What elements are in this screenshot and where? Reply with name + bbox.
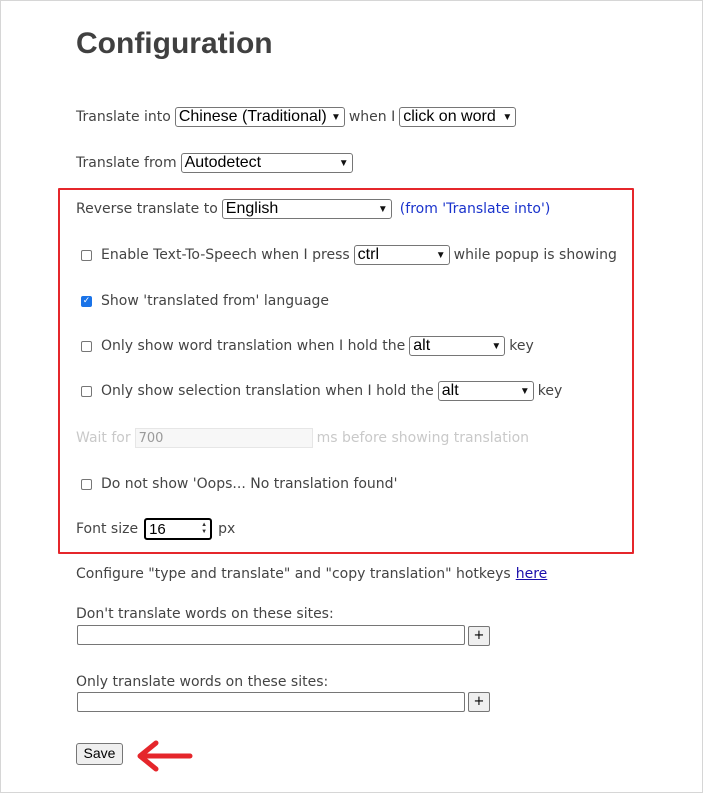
- oops-checkbox[interactable]: [81, 479, 92, 490]
- dont-translate-input[interactable]: [77, 625, 465, 645]
- selection-hold-row: [76, 379, 562, 403]
- font-size-row: [76, 517, 235, 541]
- reverse-translate-select[interactable]: [222, 199, 392, 219]
- dont-translate-add-button[interactable]: +: [468, 626, 490, 646]
- chevron-down-icon: ▼: [519, 385, 530, 397]
- dont-translate-label: Don't translate words on these sites:: [76, 606, 334, 622]
- selection-hold-label: Only show selection translation when I hold the: [101, 383, 434, 399]
- oops-label: Do not show 'Oops... No translation found': [101, 476, 398, 492]
- translate-from-row: [76, 151, 357, 175]
- oops-row: [76, 472, 397, 496]
- translate-into-value: Chinese (Traditional): [178, 108, 327, 125]
- translate-from-value: Autodetect: [184, 154, 262, 171]
- selection-hold-key-select[interactable]: [438, 381, 534, 401]
- when-i-label: when I: [348, 109, 396, 125]
- tts-key-select[interactable]: [354, 245, 450, 265]
- spinner-icon[interactable]: ▲ ▼: [201, 522, 208, 535]
- translate-from-select[interactable]: [181, 153, 353, 173]
- chevron-down-icon: ▼: [330, 111, 341, 123]
- translate-into-label: Translate into: [76, 109, 171, 125]
- reverse-translate-note: (from 'Translate into'): [399, 201, 551, 217]
- word-hold-key-value: alt: [413, 337, 431, 354]
- chevron-down-icon: ▼: [491, 340, 502, 352]
- font-size-value: 16: [149, 520, 166, 538]
- wait-row: [76, 426, 529, 450]
- only-translate-input[interactable]: [77, 692, 465, 712]
- reverse-translate-label: Reverse translate to: [76, 201, 218, 217]
- only-translate-label: Only translate words on these sites:: [76, 674, 329, 690]
- selection-hold-key-value: alt: [441, 382, 459, 399]
- wait-label: Wait for: [76, 430, 131, 446]
- only-translate-add-button[interactable]: +: [468, 692, 490, 712]
- show-from-row: [76, 289, 329, 313]
- reverse-translate-value: English: [225, 200, 279, 217]
- chevron-down-icon: ▼: [377, 203, 388, 215]
- tts-row: [76, 243, 617, 267]
- chevron-down-icon: ▼: [502, 111, 513, 123]
- show-from-label: Show 'translated from' language: [101, 293, 330, 309]
- word-hold-key-select[interactable]: [409, 336, 505, 356]
- only-translate-label-row: [76, 672, 328, 692]
- tts-key-value: ctrl: [357, 246, 379, 263]
- chevron-down-icon: ▼: [338, 157, 349, 169]
- wait-suffix: ms before showing translation: [316, 430, 530, 446]
- show-from-checkbox[interactable]: ✓: [82, 295, 91, 306]
- tts-label: Enable Text-To-Speech when I press: [101, 247, 350, 263]
- reverse-translate-row: [76, 197, 550, 221]
- wait-input[interactable]: 700: [135, 428, 313, 448]
- selection-hold-checkbox[interactable]: [81, 386, 92, 397]
- dont-translate-label-row: [76, 604, 334, 624]
- word-hold-checkbox[interactable]: [81, 341, 92, 352]
- font-size-label: Font size: [76, 521, 139, 537]
- arrow-left-icon: [134, 738, 194, 774]
- page-title: Configuration: [76, 27, 273, 60]
- tts-checkbox[interactable]: [81, 250, 92, 261]
- font-size-unit: px: [218, 521, 236, 537]
- translate-into-row: [76, 105, 520, 129]
- trigger-select[interactable]: [399, 107, 516, 127]
- save-button[interactable]: Save: [76, 743, 123, 765]
- chevron-down-icon: ▼: [435, 249, 446, 261]
- selection-hold-suffix: key: [537, 383, 563, 399]
- trigger-value: click on word: [403, 108, 496, 125]
- word-hold-row: [76, 334, 534, 358]
- hotkeys-row: [76, 562, 547, 586]
- word-hold-label: Only show word translation when I hold the: [101, 338, 406, 354]
- hotkeys-text: Configure "type and translate" and "copy translation" hotkeys: [76, 566, 511, 582]
- translate-from-label: Translate from: [76, 155, 177, 171]
- hotkeys-link[interactable]: here: [515, 566, 548, 582]
- tts-suffix: while popup is showing: [453, 247, 617, 263]
- word-hold-suffix: key: [509, 338, 534, 354]
- font-size-input[interactable]: [144, 518, 212, 540]
- translate-into-select[interactable]: [175, 107, 345, 127]
